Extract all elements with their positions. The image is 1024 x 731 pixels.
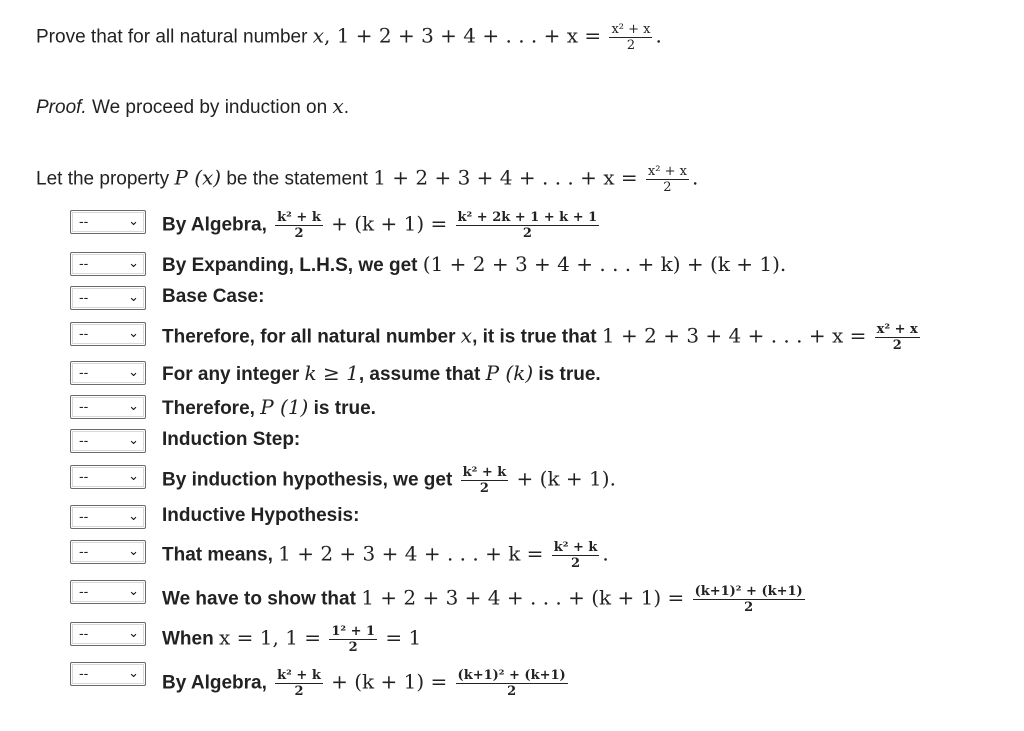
step-statement [162,395,376,420]
proof-intro [36,94,349,119]
chevron-down-icon: ⌄ [128,543,139,558]
step-text: Inductive Hypothesis: [162,505,360,526]
fraction-denominator: 2 [571,556,581,571]
fraction-numerator: x² + x [876,322,918,337]
problem-end: . [655,23,662,48]
step-statement [162,322,923,353]
fraction-numerator: 1² + 1 [331,624,376,639]
step-dropdown[interactable] [70,580,146,604]
step-text: Induction Step: [162,429,301,450]
step-dropdown[interactable] [70,465,146,489]
fraction-denominator: 2 [348,640,358,655]
step-math: + (k + 1). [516,466,616,491]
step-math: 1 + 2 + 3 + 4 + . . . + x = [601,323,867,348]
fraction-numerator: x² + x [611,22,651,37]
step-text: Base Case: [162,286,265,307]
step-statement [162,505,359,527]
step-math: P (k) [485,361,534,385]
step-dropdown[interactable] [70,210,146,234]
fraction-numerator: k² + k [277,210,321,225]
property-end: . [691,165,699,190]
step-statement [162,429,300,451]
fraction-denominator: 2 [479,481,489,496]
problem-sum: , 1 + 2 + 3 + 4 + . . . + x = [323,23,602,48]
fraction-denominator: 2 [626,38,636,53]
fraction-numerator: (k+1)² + (k+1) [457,668,566,683]
step-dropdown[interactable] [70,395,146,419]
step-text: is true. [538,364,601,385]
dropdown-value: -- [79,508,89,524]
step-math: 1 + 2 + 3 + 4 + . . . + (k + 1) = [361,585,685,610]
step-fraction [875,322,920,353]
step-fraction [456,210,600,241]
step-text: Therefore, [162,398,255,419]
chevron-down-icon: ⌄ [128,432,139,447]
dropdown-value: -- [79,665,89,681]
chevron-down-icon: ⌄ [128,665,139,680]
dropdown-value: -- [79,432,89,448]
step-dropdown[interactable] [70,540,146,564]
fraction-denominator: 2 [744,600,754,615]
property-fraction [646,164,689,195]
step-math: (1 + 2 + 3 + 4 + . . . + k) + (k + 1). [422,252,787,276]
step-text: By Expanding, L.H.S, we get [162,255,418,276]
step-dropdown[interactable] [70,429,146,453]
fraction-denominator: 2 [663,180,672,195]
step-dropdown[interactable] [70,361,146,385]
proof-end: . [343,97,350,118]
step-statement [162,624,421,655]
step-math: k ≥ 1 [304,361,359,385]
chevron-down-icon: ⌄ [128,255,139,270]
chevron-down-icon: ⌄ [128,289,139,304]
dropdown-value: -- [79,213,89,229]
step-dropdown[interactable] [70,286,146,310]
step-text: is true. [313,398,376,419]
property-prefix: Let the property [36,168,170,190]
dropdown-value: -- [79,543,89,559]
problem-prefix: Prove that for all natural number [36,26,308,48]
step-text: We have to show that [162,588,356,610]
step-math: + (k + 1) = [331,669,448,694]
problem-var: x [312,23,324,48]
step-text: By Algebra, [162,214,267,236]
chevron-down-icon: ⌄ [128,213,139,228]
dropdown-value: -- [79,325,89,341]
dropdown-value: -- [79,255,89,271]
proof-text: We proceed by induction on [91,97,328,118]
dropdown-value: -- [79,583,89,599]
step-dropdown[interactable] [70,252,146,276]
step-math: + (k + 1) = [331,211,448,236]
step-fraction [329,624,377,655]
fraction-denominator: 2 [507,684,517,699]
step-dropdown[interactable] [70,505,146,529]
step-text: , it is true that [472,326,597,348]
step-math: x = 1, 1 = [219,625,322,650]
fraction-denominator: 2 [294,684,304,699]
chevron-down-icon: ⌄ [128,625,139,640]
proof-label: Proof. [36,97,87,118]
property-mid: be the statement [226,168,368,190]
fraction-numerator: x² + x [647,164,687,179]
step-fraction [275,210,323,241]
chevron-down-icon: ⌄ [128,508,139,523]
chevron-down-icon: ⌄ [128,468,139,483]
step-fraction [461,465,509,496]
step-text: , assume that [358,364,481,385]
step-fraction [552,540,600,571]
fraction-denominator: 2 [892,338,902,353]
step-math: 1 + 2 + 3 + 4 + . . . + k = [278,541,544,566]
fraction-numerator: k² + k [462,465,507,480]
step-dropdown[interactable] [70,662,146,686]
problem-statement [36,22,662,53]
step-text: For any integer [162,364,300,385]
step-text: By induction hypothesis, we get [162,469,453,491]
step-text: That means, [162,544,273,566]
step-statement [162,210,602,241]
chevron-down-icon: ⌄ [128,583,139,598]
fraction-denominator: 2 [522,226,532,241]
step-statement [162,286,264,308]
proof-var: x [332,94,344,118]
step-fraction [275,668,323,699]
property-sum: 1 + 2 + 3 + 4 + . . . + x = [373,165,638,190]
step-text: Therefore, for all natural number [162,326,456,348]
step-statement [162,252,786,277]
problem-fraction [609,22,652,53]
step-text: When [162,628,214,650]
step-fraction [693,584,805,615]
chevron-down-icon: ⌄ [128,398,139,413]
fraction-numerator: k² + 2k + 1 + k + 1 [457,210,598,225]
step-statement [162,465,616,496]
fraction-denominator: 2 [294,226,304,241]
step-math: . [602,541,609,566]
dropdown-value: -- [79,364,89,380]
step-statement [162,361,601,386]
dropdown-value: -- [79,289,89,305]
fraction-numerator: k² + k [553,540,598,555]
step-dropdown[interactable] [70,622,146,646]
step-fraction [456,668,568,699]
dropdown-value: -- [79,468,89,484]
step-dropdown[interactable] [70,322,146,346]
step-statement [162,584,808,615]
step-statement [162,668,571,699]
property-p: P (x) [174,165,222,190]
chevron-down-icon: ⌄ [128,364,139,379]
step-math: x [460,323,473,348]
chevron-down-icon: ⌄ [128,325,139,340]
step-statement [162,540,609,571]
step-math: = 1 [385,625,422,650]
step-text: By Algebra, [162,672,267,694]
dropdown-value: -- [79,398,89,414]
fraction-numerator: k² + k [277,668,321,683]
property-statement [36,164,698,195]
fraction-numerator: (k+1)² + (k+1) [694,584,803,599]
step-math: P (1) [260,395,309,419]
dropdown-value: -- [79,625,89,641]
